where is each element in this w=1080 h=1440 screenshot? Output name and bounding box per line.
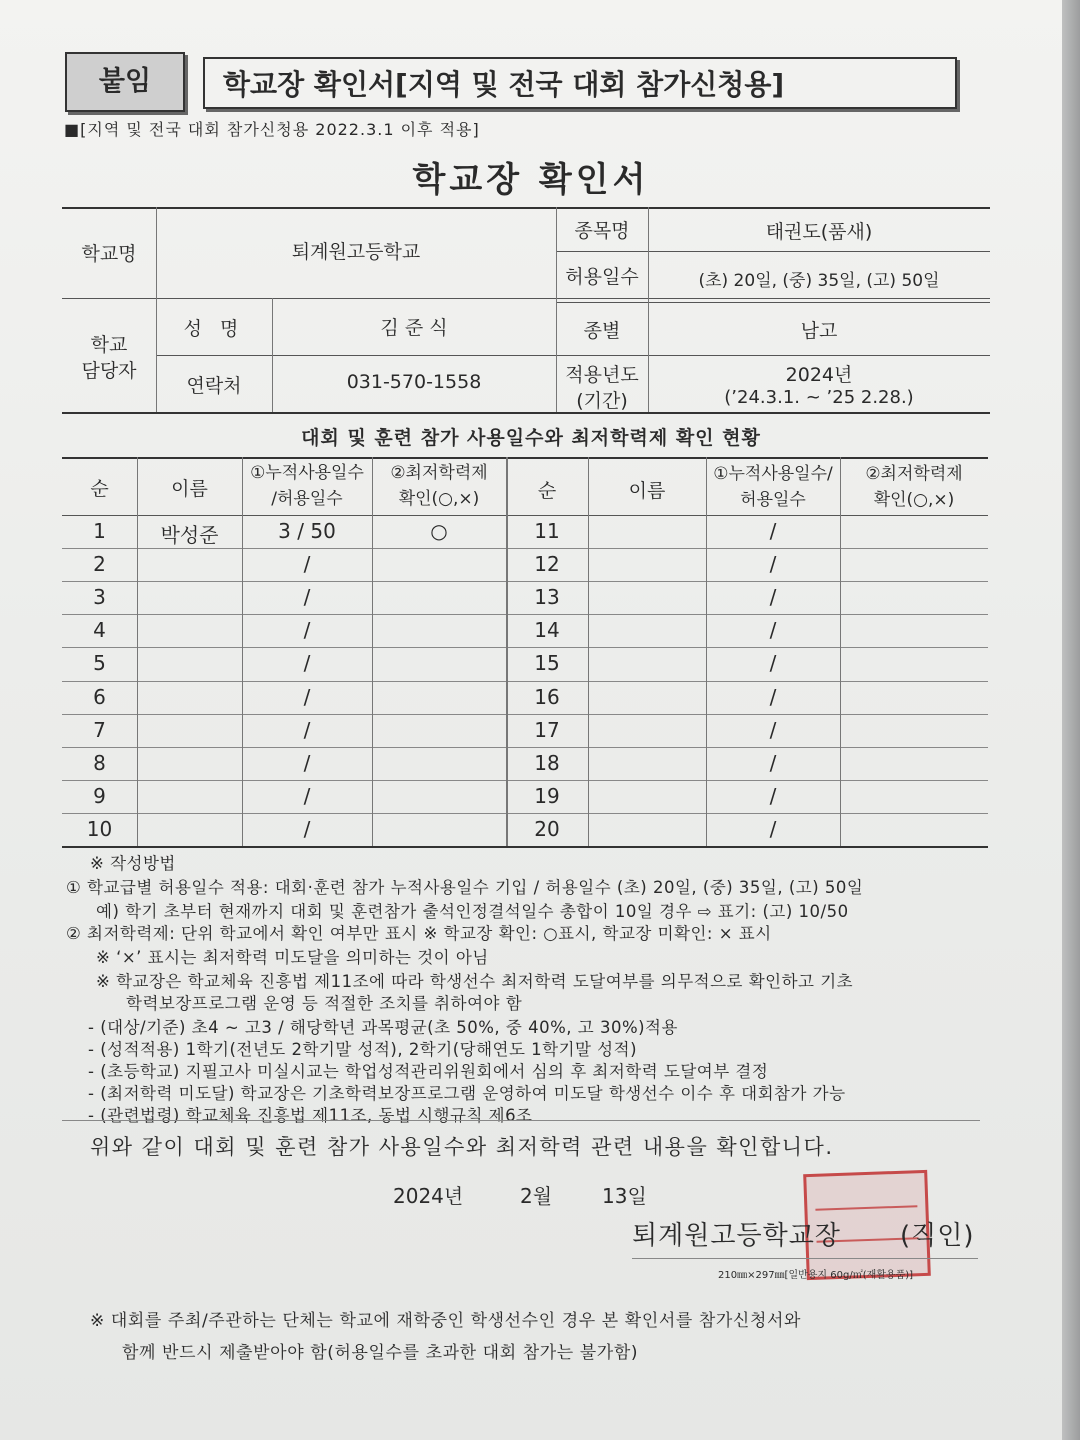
- table-cell-left-days: /: [303, 651, 311, 676]
- col-header-name-right: 이름: [628, 480, 666, 502]
- table-cell-left-no: 3: [93, 585, 106, 610]
- table-cell-left-days: 3 / 50: [278, 519, 336, 543]
- col-header-min-right: ②최저학력제: [865, 464, 963, 484]
- info-bottom-border: [62, 412, 990, 414]
- table-row-line: [62, 681, 988, 682]
- instruction-line: 학력보장프로그램 운영 등 적절한 조치를 취하여야 함: [126, 994, 523, 1013]
- table-cell-right-no: 20: [534, 816, 560, 841]
- table-cell-left-days: /: [303, 585, 311, 610]
- signer-seal-mark: (직인): [900, 1221, 975, 1251]
- table-cell-right-no: 18: [534, 750, 560, 775]
- table-cell-left-min: ○: [430, 519, 448, 543]
- date-month: 2월: [520, 1184, 553, 1208]
- table-cell-right-no: 16: [534, 684, 560, 709]
- event-label: 종목명: [574, 220, 630, 242]
- signer-underline: [632, 1258, 978, 1259]
- event-value: 태권도(품새): [765, 221, 873, 243]
- instruction-line: - (관련법령) 학교체육 진흥법 제11조, 동법 시행규칙 제6조: [88, 1106, 533, 1125]
- table-cell-right-days: /: [769, 717, 777, 742]
- instruction-line: ※ ‘×’ 표시는 최저학력 미도달을 의미하는 것이 아님: [96, 948, 489, 967]
- table-cell-left-days: /: [303, 750, 311, 775]
- contact-group-label: 학교: [90, 334, 128, 356]
- instruction-line: ※ 작성방법: [90, 854, 176, 873]
- table-cell-right-days: /: [769, 552, 777, 577]
- allowed-days-label: 허용일수: [565, 266, 639, 288]
- table-row-line: [62, 714, 988, 715]
- table-cell-right-no: 15: [534, 651, 560, 676]
- table-vline: [840, 457, 841, 846]
- info-line: [156, 355, 990, 356]
- phone-label: 연락처: [186, 375, 242, 397]
- table-cell-left-no: 9: [93, 783, 106, 808]
- table-cell-left-days: /: [303, 552, 311, 577]
- col-header-min: ②최저학력제: [390, 463, 488, 483]
- col-header-no-right: 순: [537, 480, 557, 502]
- school-value: 퇴계원고등학교: [291, 241, 421, 263]
- table-cell-left-days: /: [303, 783, 311, 808]
- school-label: 학교명: [81, 243, 137, 265]
- table-cell-right-no: 19: [534, 783, 560, 808]
- year-label: 적용년도: [565, 364, 639, 386]
- header-title-box: 학교장 확인서[지역 및 전국 대회 참가신청용]: [203, 57, 957, 109]
- instruction-line: - (성적적용) 1학기(전년도 2학기말 성적), 2학기(당해연도 1학기말 성적): [88, 1040, 638, 1059]
- table-cell-right-days: /: [769, 816, 777, 841]
- instruction-line: ※ 학교장은 학교체육 진흥법 제11조에 따라 학생선수 최저학력 도달여부를 의무적으로 확인하고 기초: [96, 972, 854, 991]
- instructions-divider: [62, 1120, 980, 1121]
- instruction-line: 예) 학기 초부터 현재까지 대회 및 훈련참가 출석인정결석일수 총합이 10일 경우 ⇨ 표기: (고) 10/50: [96, 902, 849, 921]
- footnote-line-1: ※ 대회를 주최/주관하는 단체는 학교에 재학중인 학생선수인 경우 본 확인서를 참가신청서와: [90, 1311, 802, 1331]
- table-vline: [588, 457, 589, 846]
- table-row-line: [62, 548, 988, 549]
- info-top-border: [62, 207, 990, 209]
- table-cell-left-days: /: [303, 717, 311, 742]
- instruction-line: ② 최저학력제: 단위 학교에서 확인 여부만 표시 ※ 학교장 확인: ○표시, 학교장 미확인: × 표시: [66, 924, 772, 943]
- phone-value: 031-570-1558: [346, 371, 482, 393]
- confirmation-statement: 위와 같이 대회 및 훈련 참가 사용일수와 최저학력 관련 내용을 확인합니다.: [90, 1135, 834, 1159]
- table-row-line: [62, 614, 988, 615]
- table-cell-left-no: 1: [93, 519, 106, 543]
- table-cell-left-days: /: [303, 816, 311, 841]
- table-cell-left-name: 박성준: [160, 523, 219, 547]
- table-cell-right-days: /: [769, 519, 777, 543]
- table-cell-right-no: 14: [534, 618, 560, 643]
- date-year: 2024년: [393, 1184, 464, 1208]
- status-table-top-border: [62, 457, 988, 459]
- table-cell-right-no: 17: [534, 717, 560, 742]
- col-header-days: ①누적사용일수: [250, 463, 364, 483]
- table-cell-left-no: 8: [93, 750, 106, 775]
- table-cell-right-days: /: [769, 783, 777, 808]
- table-cell-left-days: /: [303, 684, 311, 709]
- col-header-days-2: /허용일수: [271, 489, 343, 509]
- table-cell-left-no: 4: [93, 618, 106, 643]
- table-cell-left-no: 10: [86, 816, 113, 841]
- table-cell-right-days: /: [769, 585, 777, 610]
- table-cell-left-no: 5: [93, 651, 106, 676]
- table-row-line: [62, 813, 988, 814]
- status-section-title: 대회 및 훈련 참가 사용일수와 최저학력제 확인 현황: [301, 427, 761, 449]
- footnote-line-2: 함께 반드시 제출받아야 함(허용일수를 초과한 대회 참가는 불가함): [122, 1343, 639, 1363]
- year-period-value: (’24.3.1. ~ ’25 2.28.): [724, 387, 914, 408]
- status-table-bottom-border: [62, 846, 988, 848]
- table-cell-left-no: 2: [93, 552, 106, 577]
- table-cell-left-no: 6: [93, 684, 106, 709]
- signer-name: 퇴계원고등학교장: [632, 1221, 841, 1251]
- col-header-name: 이름: [171, 478, 208, 500]
- info-line: [556, 251, 990, 252]
- year-label-2: (기간): [576, 390, 628, 412]
- applicability-note: ■[지역 및 전국 대회 참가신청용 2022.3.1 이후 적용]: [64, 120, 480, 139]
- status-table-header-line: [62, 515, 988, 516]
- table-cell-right-no: 13: [534, 585, 560, 610]
- allowed-days-value: (초) 20일, (중) 35일, (고) 50일: [698, 271, 940, 291]
- attachment-tag: 붙임: [65, 52, 185, 112]
- table-cell-right-no: 12: [534, 552, 560, 577]
- table-cell-right-days: /: [769, 684, 777, 709]
- paper-edge-shadow: [1062, 0, 1080, 1440]
- table-row-line: [62, 647, 988, 648]
- instruction-line: ① 학교급별 허용일수 적용: 대회·훈련 참가 누적사용일수 기입 / 허용일수 (초) 20일, (중) 35일, (고) 50일: [66, 878, 864, 897]
- table-cell-left-no: 7: [93, 717, 106, 742]
- instruction-line: - (최저학력 미도달) 학교장은 기초학력보장프로그램 운영하여 미도달 학생선수 이수 후 대회참가 가능: [88, 1084, 846, 1103]
- table-row-line: [62, 780, 988, 781]
- table-row-line: [62, 581, 988, 582]
- col-header-no: 순: [90, 478, 109, 500]
- table-vline: [137, 457, 138, 846]
- gender-value: 남고: [800, 320, 838, 342]
- col-header-min-2: 확인(○,×): [398, 489, 480, 509]
- document-title: 학교장 확인서: [412, 160, 650, 200]
- info-line: [62, 298, 990, 299]
- paper-spec: 210㎜×297㎜[일반용지 60g/㎡(재활용품)]: [718, 1270, 914, 1281]
- col-header-min-right-2: 확인(○,×): [873, 490, 955, 510]
- table-cell-right-no: 11: [534, 519, 560, 543]
- table-vline: [372, 457, 373, 846]
- instruction-line: - (초등학교) 지필고사 미실시교는 학업성적관리위원회에서 심의 후 최저학력 도달여부 결정: [88, 1062, 769, 1081]
- instruction-line: - (대상/기준) 초4 ~ 고3 / 해당학년 과목평균(초 50%, 중 40%, 고 30%)적용: [88, 1018, 678, 1037]
- name-label: 성 명: [183, 318, 245, 340]
- table-row-line: [62, 747, 988, 748]
- col-header-days-right: ①누적사용일수/: [713, 464, 833, 484]
- table-cell-left-days: /: [303, 618, 311, 643]
- contact-group-label-2: 담당자: [81, 360, 137, 382]
- info-line: [556, 302, 990, 303]
- date-day: 13일: [602, 1184, 647, 1208]
- table-cell-right-days: /: [769, 750, 777, 775]
- table-cell-right-days: /: [769, 618, 777, 643]
- col-header-days-right-2: 허용일수: [740, 490, 806, 510]
- name-value: 김 준 식: [380, 317, 448, 339]
- table-cell-right-days: /: [769, 651, 777, 676]
- gender-label: 종별: [583, 320, 621, 342]
- year-value: 2024년: [785, 364, 853, 386]
